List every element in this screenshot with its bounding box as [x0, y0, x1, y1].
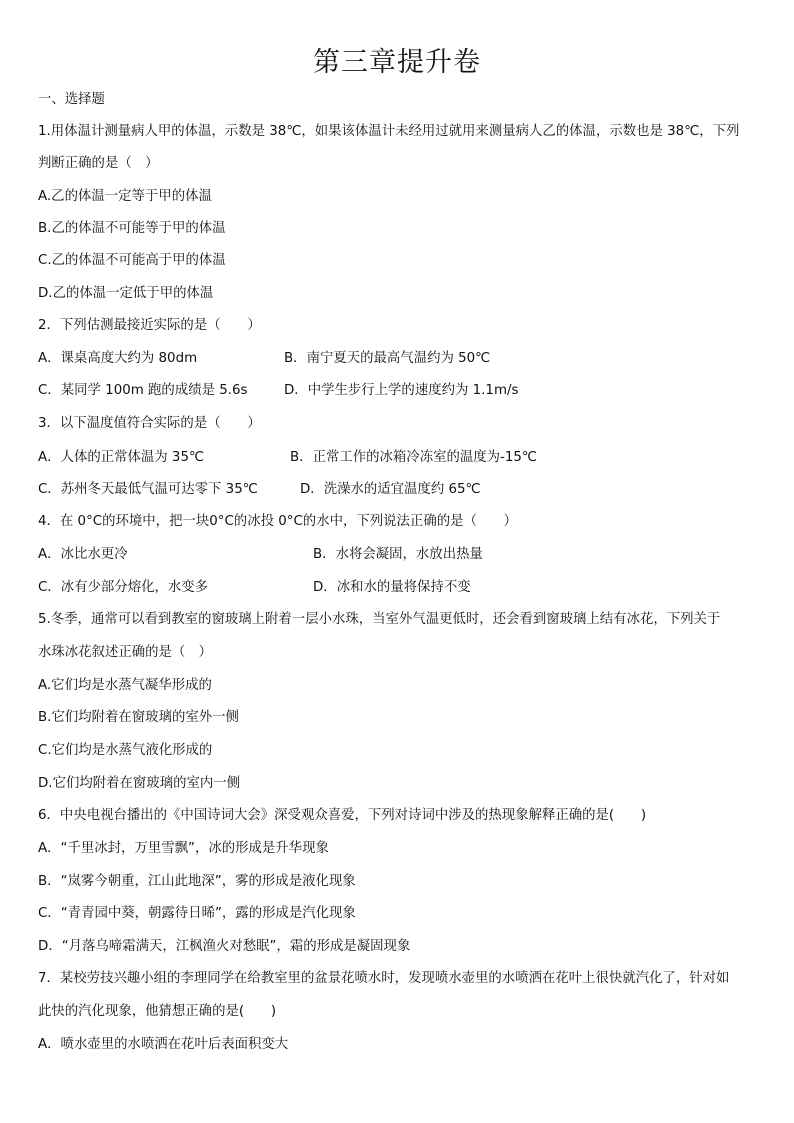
- q4-option-c: C．冰有少部分熔化，水变多: [38, 580, 209, 595]
- q3-option-c: C．苏州冬天最低气温可达零下 35℃: [38, 482, 258, 497]
- q1-stem-line1: 1.用体温计测量病人甲的体温，示数是 38℃，如果该体温计未经用过就用来测量病人乙的体温，示数也是 38℃，下列: [38, 124, 740, 139]
- q3-option-b: B．正常工作的冰箱冷冻室的温度为-15℃: [290, 450, 537, 465]
- q2-stem: 2．下列估测最接近实际的是（ ）: [38, 318, 261, 333]
- q2-option-c: C．某同学 100m 跑的成绩是 5.6s: [38, 383, 248, 398]
- q1-option-b: B.乙的体温不可能等于甲的体温: [38, 221, 226, 236]
- q6-option-c: C．“青青园中葵，朝露待日晞”，露的形成是汽化现象: [38, 906, 356, 921]
- q5-stem-line1: 5.冬季，通常可以看到教室的窗玻璃上附着一层小水珠，当室外气温更低时，还会看到窗玻璃上结有冰花，下列关于: [38, 612, 721, 627]
- q1-option-d: D.乙的体温一定低于甲的体温: [38, 286, 214, 301]
- q4-option-d: D．冰和水的量将保持不变: [313, 580, 471, 595]
- q1-stem-line2: 判断正确的是（ ）: [38, 156, 159, 171]
- q6-option-d: D．“月落乌啼霜满天，江枫渔火对愁眠”，霜的形成是凝固现象: [38, 939, 411, 954]
- q6-option-b: B．“岚雾今朝重，江山此地深”，雾的形成是液化现象: [38, 874, 356, 889]
- q1-option-c: C.乙的体温不可能高于甲的体温: [38, 253, 226, 268]
- q3-stem: 3．以下温度值符合实际的是（ ）: [38, 416, 261, 431]
- q7-stem-line2: 此快的汽化现象，他猜想正确的是( ): [38, 1004, 277, 1019]
- q3-option-d: D．洗澡水的适宜温度约 65℃: [300, 482, 481, 497]
- q6-stem: 6．中央电视台播出的《中国诗词大会》深受观众喜爱，下列对诗词中涉及的热现象解释正确的是( ): [38, 808, 647, 823]
- q7-option-a: A．喷水壶里的水喷洒在花叶后表面积变大: [38, 1037, 289, 1052]
- q5-stem-line2: 水珠冰花叙述正确的是（ ）: [38, 645, 213, 660]
- q1-option-a: A.乙的体温一定等于甲的体温: [38, 189, 212, 204]
- q4-option-a: A．冰比水更冷: [38, 547, 128, 562]
- q2-option-d: D．中学生步行上学的速度约为 1.1m/s: [284, 383, 519, 398]
- q5-option-d: D.它们均附着在窗玻璃的室内一侧: [38, 776, 241, 791]
- q2-option-b: B．南宁夏天的最高气温约为 50℃: [284, 351, 491, 366]
- q3-option-a: A．人体的正常体温为 35℃: [38, 450, 205, 465]
- q2-option-a: A．课桌高度大约为 80dm: [38, 351, 198, 366]
- page-title: 第三章提升卷: [313, 47, 481, 78]
- q7-stem-line1: 7．某校劳技兴趣小组的李理同学在给教室里的盆景花喷水时，发现喷水壶里的水喷洒在花叶上很快就汽化了，针对如: [38, 971, 730, 986]
- q4-stem: 4．在 0°C的环境中，把一块0°C的冰投 0°C的水中，下列说法正确的是（ ）: [38, 514, 518, 529]
- q5-option-c: C.它们均是水蒸气液化形成的: [38, 743, 213, 758]
- q5-option-b: B.它们均附着在窗玻璃的室外一侧: [38, 710, 239, 725]
- q5-option-a: A.它们均是水蒸气凝华形成的: [38, 678, 212, 693]
- q4-option-b: B．水将会凝固，水放出热量: [313, 547, 483, 562]
- section-heading: 一、选择题: [38, 92, 105, 107]
- q6-option-a: A．“千里冰封，万里雪飘”，冰的形成是升华现象: [38, 841, 329, 856]
